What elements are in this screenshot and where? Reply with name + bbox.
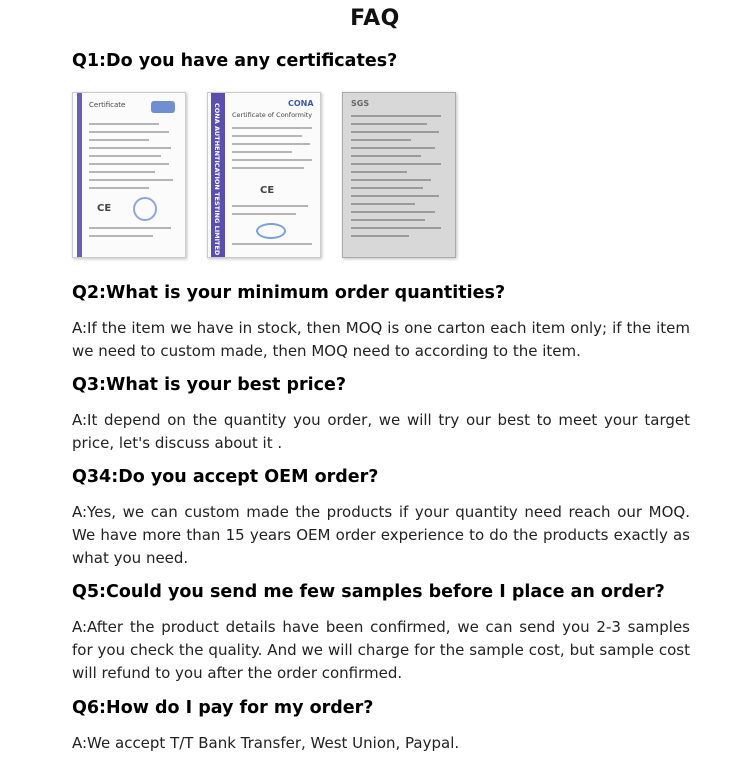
certificates-gallery [72,92,462,262]
answer-6: A:We accept T/T Bank Transfer, West Union, Paypal. [72,734,460,752]
answer-5: A:After the product details have been confirmed, we can send you 2-3 samples for you check the quality. And we will charge for the sample cost, but sample cost will refund to you after the order confirmed. [72,618,690,682]
question-6: Q6:How do I pay for my order? [72,698,374,718]
sgs-logo-icon: SGS [351,99,370,108]
question-4: Q34:Do you accept OEM order? [72,467,379,487]
cert-header: Certificate of Conformity [232,111,313,119]
certificate-image-cona [207,92,321,258]
certificate-image-sgs [342,92,456,258]
answer-4: A:Yes, we can custom made the products if your quantity need reach our MOQ. We have more than 15 years OEM order experience to do the products exactly as what you need. [72,503,690,567]
seal-icon [133,197,157,221]
page-title: FAQ [350,6,400,31]
cert-side-text: CONA AUTHENTICATION TESTING LIMITED [213,103,221,256]
answer-2: A:If the item we have in stock, then MOQ is one carton each item only; if the item we need to custom made, then MOQ need to according to the item. [72,319,690,360]
certificate-image-ce [72,92,186,258]
question-1: Q1:Do you have any certificates? [72,51,398,71]
cert-header: Certificate [89,101,126,109]
ce-mark-icon: CE [260,185,275,196]
cona-logo-icon: CONA [288,99,314,108]
ce-mark-icon: CE [97,203,112,214]
question-5: Q5:Could you send me few samples before I place an order? [72,582,665,602]
answer-3: A:It depend on the quantity you order, we will try our best to meet your target price, let's discuss about it . [72,411,690,452]
cert-logo-icon [151,101,175,113]
question-3: Q3:What is your best price? [72,375,347,395]
question-2: Q2:What is your minimum order quantities? [72,283,506,303]
seal-icon [256,223,286,239]
